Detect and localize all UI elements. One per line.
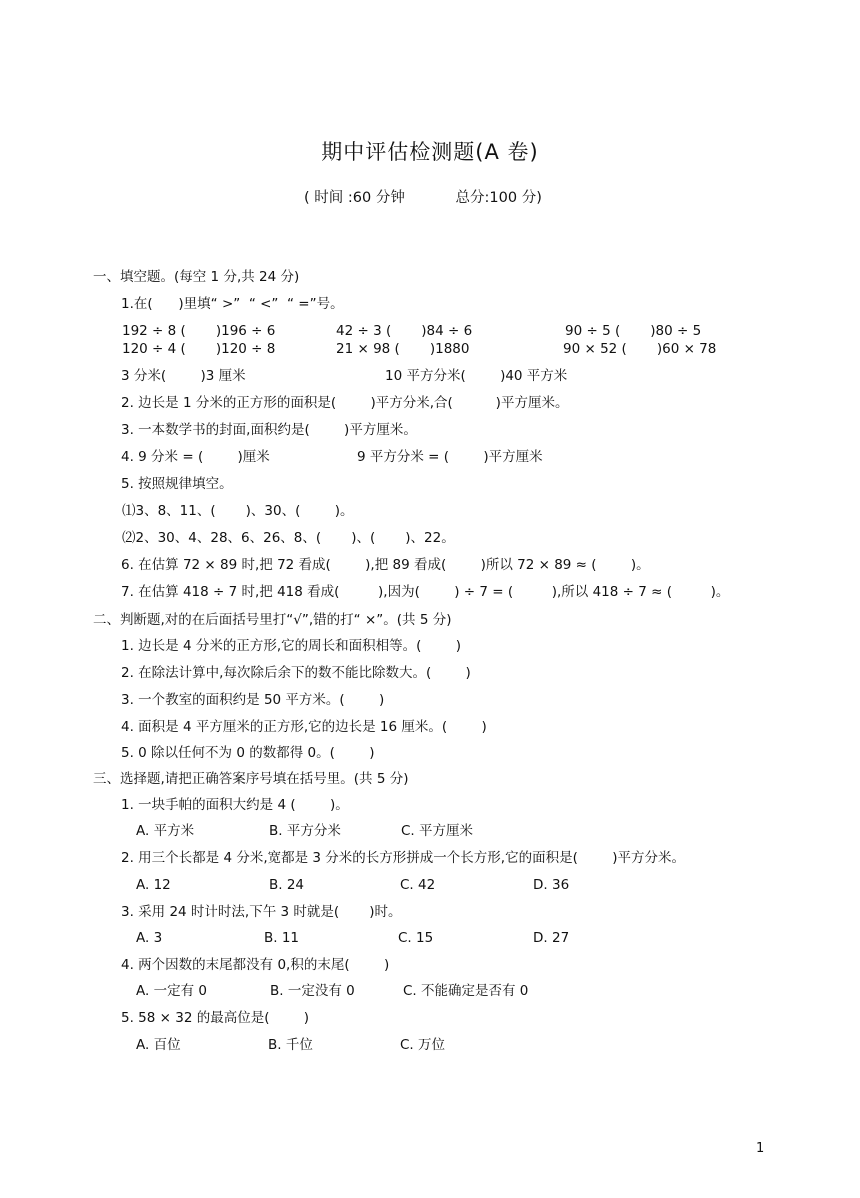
choice-question: 4. 两个因数的末尾都没有 0,积的末尾( ) — [121, 957, 390, 973]
exam-title: 期中评估检测题(A 卷) — [321, 140, 539, 164]
compare-item: 42 ÷ 3 ( )84 ÷ 6 — [336, 323, 473, 339]
question-1-5-a: ⑴3、8、11、( )、30、( )。 — [122, 503, 354, 519]
exam-subtitle: ( 时间 :60 分钟 总分:100 分) — [304, 190, 542, 206]
compare-item: 90 × 52 ( )60 × 78 — [563, 341, 717, 357]
choice-question: 5. 58 × 32 的最高位是( ) — [121, 1010, 310, 1026]
choice-option: C. 平方厘米 — [401, 823, 474, 839]
choice-option: C. 15 — [398, 930, 434, 946]
choice-option: B. 平方分米 — [269, 823, 341, 839]
choice-option: D. 36 — [533, 877, 570, 893]
question-1-3: 3. 一本数学书的封面,面积约是( )平方厘米。 — [121, 422, 417, 438]
section3-heading: 三、选择题,请把正确答案序号填在括号里。(共 5 分) — [93, 771, 409, 787]
choice-option: A. 3 — [136, 930, 163, 946]
choice-option: A. 一定有 0 — [136, 983, 207, 999]
choice-option: C. 42 — [400, 877, 436, 893]
question-1-5: 5. 按照规律填空。 — [121, 476, 233, 492]
choice-option: C. 万位 — [400, 1037, 446, 1053]
section2-heading: 二、判断题,对的在后面括号里打“√”,错的打“ ×”。(共 5 分) — [93, 612, 452, 628]
compare-item: 120 ÷ 4 ( )120 ÷ 8 — [122, 341, 276, 357]
section1-heading: 一、填空题。(每空 1 分,共 24 分) — [93, 269, 300, 285]
choice-option: C. 不能确定是否有 0 — [403, 983, 529, 999]
judge-item: 4. 面积是 4 平方厘米的正方形,它的边长是 16 厘米。( ) — [121, 719, 487, 735]
choice-option: B. 11 — [264, 930, 300, 946]
choice-option: B. 24 — [269, 877, 305, 893]
judge-item: 1. 边长是 4 分米的正方形,它的周长和面积相等。( ) — [121, 638, 461, 654]
question-1-4a: 4. 9 分米 = ( )厘米 — [121, 449, 270, 465]
choice-option: B. 一定没有 0 — [270, 983, 355, 999]
question-1-4b: 9 平方分米 = ( )平方厘米 — [357, 449, 543, 465]
judge-item: 2. 在除法计算中,每次除后余下的数不能比除数大。( ) — [121, 665, 471, 681]
choice-option: A. 12 — [136, 877, 171, 893]
question-1-5-b: ⑵2、30、4、28、6、26、8、( )、( )、22。 — [122, 530, 455, 546]
question-1-7: 7. 在估算 418 ÷ 7 时,把 418 看成( ),因为( ) ÷ 7 = ( ),所以 418 ÷ 7 ≈ ( )。 — [121, 584, 730, 600]
choice-option: A. 百位 — [136, 1037, 181, 1053]
page-number: 1 — [756, 1141, 765, 1156]
compare-item: 192 ÷ 8 ( )196 ÷ 6 — [122, 323, 276, 339]
choice-option: A. 平方米 — [136, 823, 195, 839]
choice-question: 3. 采用 24 时计时法,下午 3 时就是( )时。 — [121, 904, 402, 920]
compare-item: 90 ÷ 5 ( )80 ÷ 5 — [565, 323, 702, 339]
choice-question: 1. 一块手帕的面积大约是 4 ( )。 — [121, 797, 349, 813]
compare-item: 21 × 98 ( )1880 — [336, 341, 470, 357]
compare-item: 10 平方分米( )40 平方米 — [385, 368, 568, 384]
question-1-6: 6. 在估算 72 × 89 时,把 72 看成( ),把 89 看成( )所以 72 × 89 ≈ ( )。 — [121, 557, 650, 573]
judge-item: 3. 一个教室的面积约是 50 平方米。( ) — [121, 692, 385, 708]
choice-option: D. 27 — [533, 930, 570, 946]
choice-option: B. 千位 — [268, 1037, 313, 1053]
judge-item: 5. 0 除以任何不为 0 的数都得 0。( ) — [121, 745, 375, 761]
compare-item: 3 分米( )3 厘米 — [121, 368, 246, 384]
choice-question: 2. 用三个长都是 4 分米,宽都是 3 分米的长方形拼成一个长方形,它的面积是( )平方分米。 — [121, 850, 685, 866]
question-1-2: 2. 边长是 1 分米的正方形的面积是( )平方分米,合( )平方厘米。 — [121, 395, 569, 411]
question-1-1: 1.在( )里填“ >” “ <” “ =”号。 — [121, 296, 344, 312]
